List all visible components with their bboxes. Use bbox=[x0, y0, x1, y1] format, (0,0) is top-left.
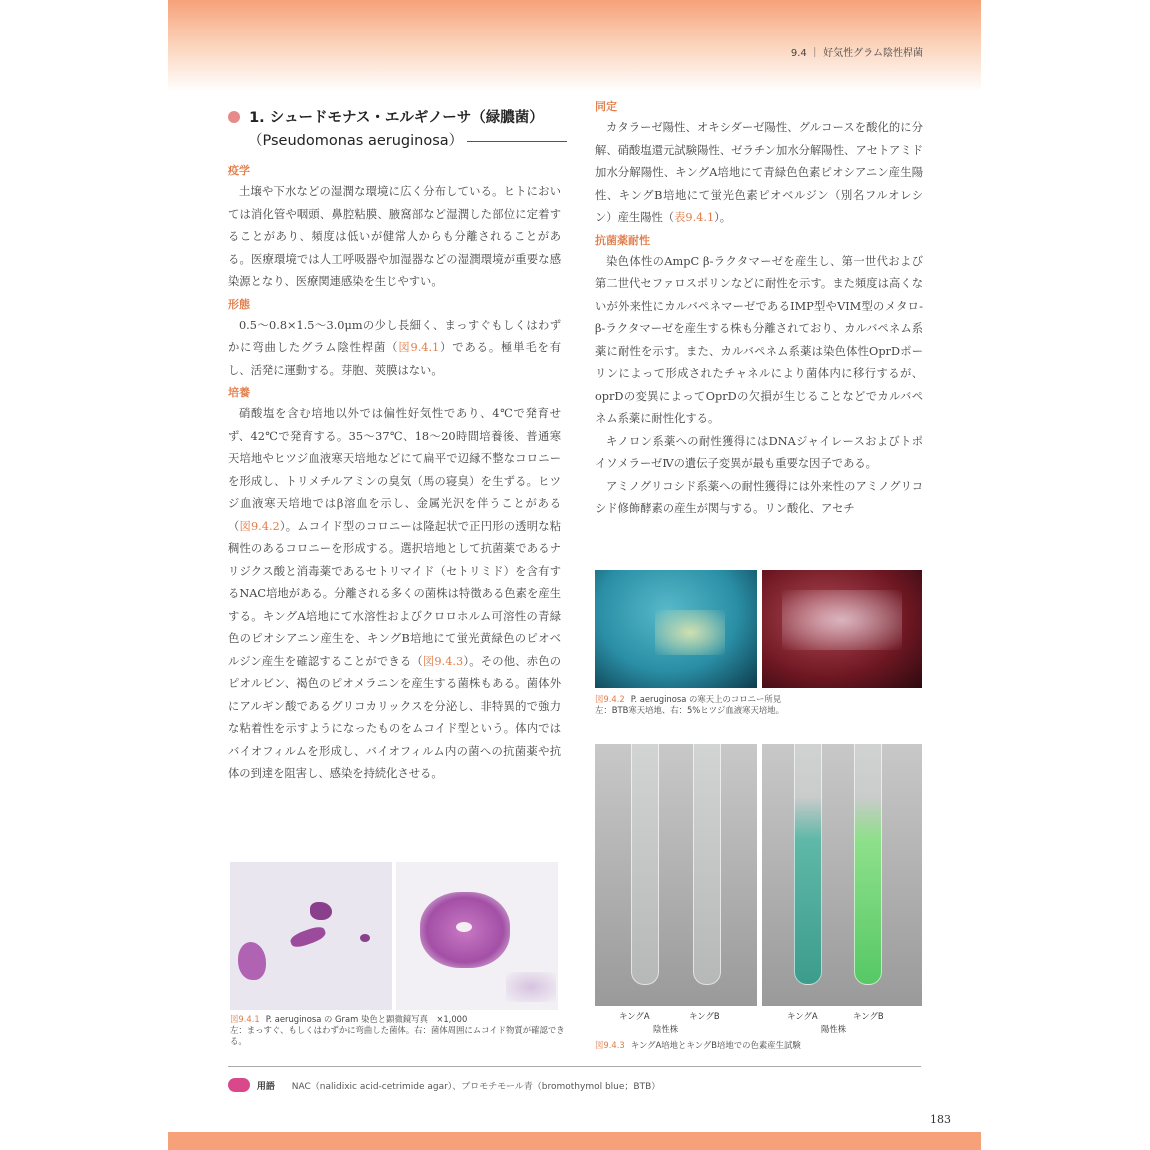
footnote-text: NAC（nalidixic acid-cetrimide agar）、ブロモチモール青（bromothymol blue；BTB） bbox=[291, 1082, 661, 1092]
tube-kinga-negative bbox=[631, 744, 659, 985]
tube-kinga-positive bbox=[794, 744, 822, 985]
figure-caption-gram: 図9.4.1 P. aeruginosa の Gram 染色と顕微鏡写真 ×1,000 左：まっすぐ、もしくはわずかに弯曲した菌体。右：菌体周囲にムコイド物質が確認できる。 bbox=[230, 1014, 565, 1046]
group-label: 陽性株 bbox=[821, 1024, 847, 1034]
tube-labels bbox=[595, 1010, 925, 1036]
tube-kingb-positive bbox=[854, 744, 882, 985]
figure-caption-tubes: 図9.4.3 キングA培地とキングB培地での色素産生試験 bbox=[595, 1040, 801, 1050]
paragraph-resistance-2: キノロン系薬への耐性獲得にはDNAジャイレースおよびトポイソメラーゼⅣの遺伝子変異が最も重要な因子である。 bbox=[595, 434, 923, 470]
tube-label: キングB bbox=[853, 1011, 884, 1021]
section-title-culture: 培養 bbox=[228, 386, 250, 399]
colony-photo-blood-agar bbox=[762, 570, 922, 688]
tube-photo-positive bbox=[762, 744, 922, 1006]
tube-photo-negative bbox=[595, 744, 757, 1006]
section-title-morphology: 形態 bbox=[228, 297, 250, 311]
right-column bbox=[595, 96, 923, 521]
paragraph-morphology: 0.5～0.8×1.5～3.0μmの少し長細く、まっすぐもしくはわずかに弯曲したグラム陰性桿菌（図9.4.1）である。極単毛を有し、活発に運動する。芽胞、莢膜はない。 bbox=[228, 318, 561, 377]
tube-label: キングB bbox=[689, 1011, 720, 1021]
heading-bullet-icon bbox=[228, 111, 240, 123]
group-label: 陰性株 bbox=[653, 1024, 679, 1034]
heading-title-latin: （Pseudomonas aeruginosa） bbox=[248, 133, 464, 149]
heading-rule bbox=[467, 141, 567, 142]
paragraph-culture: 硝酸塩を含む培地以外では偏性好気性であり、4℃で発育せず、42℃で発育する。35～37℃、18～20時間培養後、普通寒天培地やヒツジ血液寒天培地などにて扁平で辺縁不整なコロニーを形成し、トリメチルアミンの臭気（馬の寝臭）を生ずる。ヒツジ血液寒天培地ではβ溶血を示し、金属光沢を伴うことがある（図9.4.2）。ムコイド型のコロニーは隆起状で正円形の透明な粘稠性のあるコロニーを形成する。選択培地として抗菌薬であるナリジクス酸と消毒薬であるセトリマイド（セトリミド）を含有するNAC培地がある。分離される多くの菌株は特徴ある色素を産生する。キングA培地にて水溶性およびクロロホルム可溶性の青緑色のピオシアニン産生を、キングB培地にて蛍光黄緑色のピオベルジン産生を確認することができる（図9.4.3）。その他、赤色のピオルビン、褐色のピオメラニンを産生する菌株もある。菌体外にアルギン酸であるグリコカリックスを分泌し、非特異的で強力な粘着性を示すようになったものをムコイド型という。体内ではバイオフィルムを形成し、バイオフィルム内の菌への抗菌薬や抗体の到達を阻害し、感染を持続化させる。 bbox=[228, 407, 562, 780]
colony-photo-btb bbox=[595, 570, 757, 688]
figure-ref[interactable]: 図9.4.1 bbox=[398, 341, 440, 354]
footnote-divider bbox=[228, 1066, 921, 1067]
paragraph-epidemiology: 土壌や下水などの湿潤な環境に広く分布している。ヒトにおいては消化管や咽頭、鼻腔粘膜、腋窩部など湿潤した部位に定着することがあり、頻度は低いが健常人からも分離されることがある。医療環境では人工呼吸器や加湿器などの湿潤環境が重要な感染源となり、医療関連感染を生じやすい。 bbox=[228, 185, 561, 288]
section-heading bbox=[228, 106, 568, 150]
heading-title-ja: シュードモナス・エルギノーサ（緑膿菌） bbox=[269, 110, 544, 126]
page bbox=[168, 0, 981, 1150]
glossary-icon bbox=[228, 1078, 250, 1092]
paragraph-resistance-1: 染色体性のAmpC β-ラクタマーゼを産生し、第一世代および第二世代セファロスポリンなどに耐性を示す。また頻度は高くないが外来性にカルバペネマーゼであるIMP型やVIM型のメタロ-β-ラクタマーゼを産生する株も分離されており、カルバペネム系薬に耐性を示す。また、カルバペネム系薬は染色体性OprDポーリンによって形成されたチャネルにより菌体内に移行するが、oprDの変異によってOprDの欠損が生じることなどでカルバペネム系薬に耐性化する。 bbox=[595, 254, 923, 425]
section-title-resistance: 抗菌薬耐性 bbox=[595, 233, 650, 247]
gram-stain-photo-right bbox=[396, 862, 558, 1010]
table-ref[interactable]: 表9.4.1 bbox=[674, 211, 715, 224]
running-title: 9.4 ｜ 好気性グラム陰性桿菌 bbox=[790, 48, 923, 59]
figure-ref[interactable]: 図9.4.3 bbox=[422, 654, 464, 668]
paragraph-resistance-3: アミノグリコシド系薬への耐性獲得には外来性のアミノグリコシド修飾酵素の産生が関与する。リン酸化、アセチ bbox=[595, 479, 923, 515]
gram-stain-photo-left bbox=[230, 862, 392, 1010]
tube-label: キングA bbox=[619, 1011, 650, 1021]
footnote bbox=[228, 1078, 660, 1092]
figure-caption-colony: 図9.4.2 P. aeruginosa の寒天上のコロニー所見 左：BTB寒天培地、右：5%ヒツジ血液寒天培地。 bbox=[595, 694, 785, 715]
footer-band bbox=[168, 1132, 981, 1150]
section-title-epidemiology: 疫学 bbox=[228, 164, 250, 177]
section-title-identification: 同定 bbox=[595, 100, 617, 113]
footnote-label: 用語 bbox=[256, 1082, 275, 1092]
left-column bbox=[228, 160, 561, 786]
heading-number: 1. bbox=[249, 110, 265, 126]
page-number: 183 bbox=[930, 1113, 951, 1126]
figure-ref[interactable]: 図9.4.2 bbox=[239, 519, 280, 533]
tube-label: キングA bbox=[787, 1011, 818, 1021]
paragraph-identification: カタラーゼ陽性、オキシダーゼ陽性、グルコースを酸化的に分解、硝酸塩還元試験陽性、ゼラチン加水分解陽性、アセトアミド加水分解陽性、キングA培地にて青緑色色素ピオシアニン産生陽性、キングB培地にて蛍光色素ピオベルジン（別名フルオレシン）産生陽性（表9.4.1）。 bbox=[595, 121, 923, 224]
tube-kingb-negative bbox=[693, 744, 721, 985]
